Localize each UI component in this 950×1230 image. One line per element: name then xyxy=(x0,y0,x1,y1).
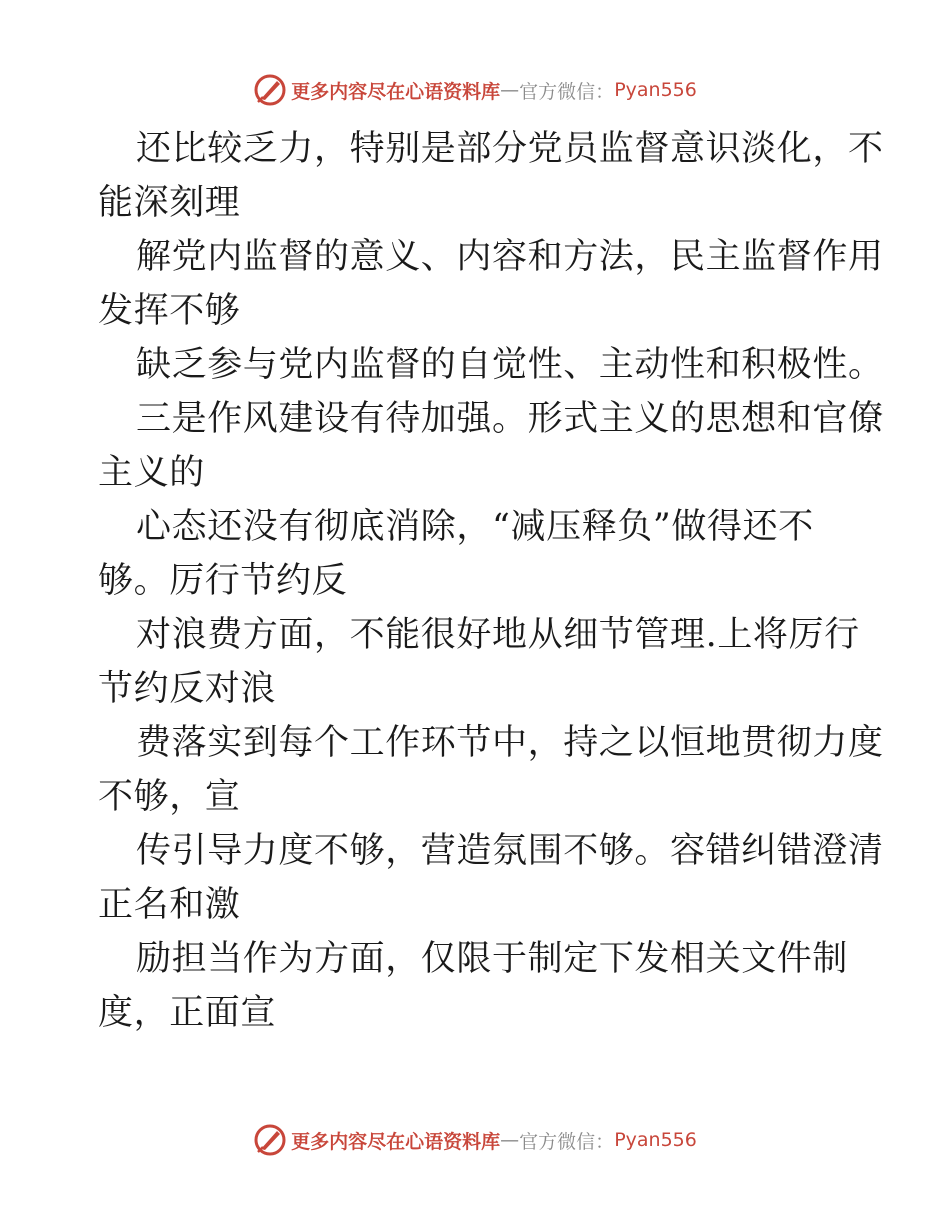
text-line: 不够，宣 xyxy=(98,777,241,817)
text-line: 三是作风建设有待加强。形式主义的思想和官僚 xyxy=(136,399,884,439)
footer-wechat-account: Pyan556 xyxy=(614,1129,697,1151)
footer-site-text: 更多内容尽在心语资料库 xyxy=(291,1130,501,1153)
text-line: 主义的 xyxy=(98,453,205,493)
header-banner xyxy=(0,70,950,110)
text-line: 度，正面宣 xyxy=(98,993,277,1033)
footer-wechat-label: 官方微信： xyxy=(519,1130,615,1153)
footer-dash: — xyxy=(500,1129,520,1151)
text-line: 正名和激 xyxy=(98,885,241,925)
text-line: 励担当作为方面，仅限于制定下发相关文件制 xyxy=(136,939,849,979)
document-body xyxy=(98,122,884,1040)
text-line: 还比较乏力，特别是部分党员监督意识淡化，不 xyxy=(136,129,884,169)
header-wechat-label: 官方微信： xyxy=(519,80,615,103)
header-site-text: 更多内容尽在心语资料库 xyxy=(291,80,501,103)
text-line: 发挥不够 xyxy=(98,291,241,331)
feather-logo-icon xyxy=(253,73,287,107)
footer-banner xyxy=(0,1120,950,1160)
text-line: 解党内监督的意义、内容和方法，民主监督作用 xyxy=(136,237,884,277)
text-line: 缺乏参与党内监督的自觉性、主动性和积极性。 xyxy=(136,345,884,385)
feather-logo-icon xyxy=(253,1123,287,1157)
header-wechat-account: Pyan556 xyxy=(614,79,697,101)
header-dash: — xyxy=(500,79,520,101)
text-line: 传引导力度不够，营造氛围不够。容错纠错澄清 xyxy=(136,831,884,871)
text-line: 够。厉行节约反 xyxy=(98,561,348,601)
text-line: 心态还没有彻底消除，“减压释负”做得还不 xyxy=(136,507,814,547)
text-line: 费落实到每个工作环节中，持之以恒地贯彻力度 xyxy=(136,723,884,763)
text-line: 能深刻理 xyxy=(98,183,241,223)
text-line: 节约反对浪 xyxy=(98,669,277,709)
text-line: 对浪费方面，不能很好地从细节管理.上将厉行 xyxy=(136,615,860,655)
